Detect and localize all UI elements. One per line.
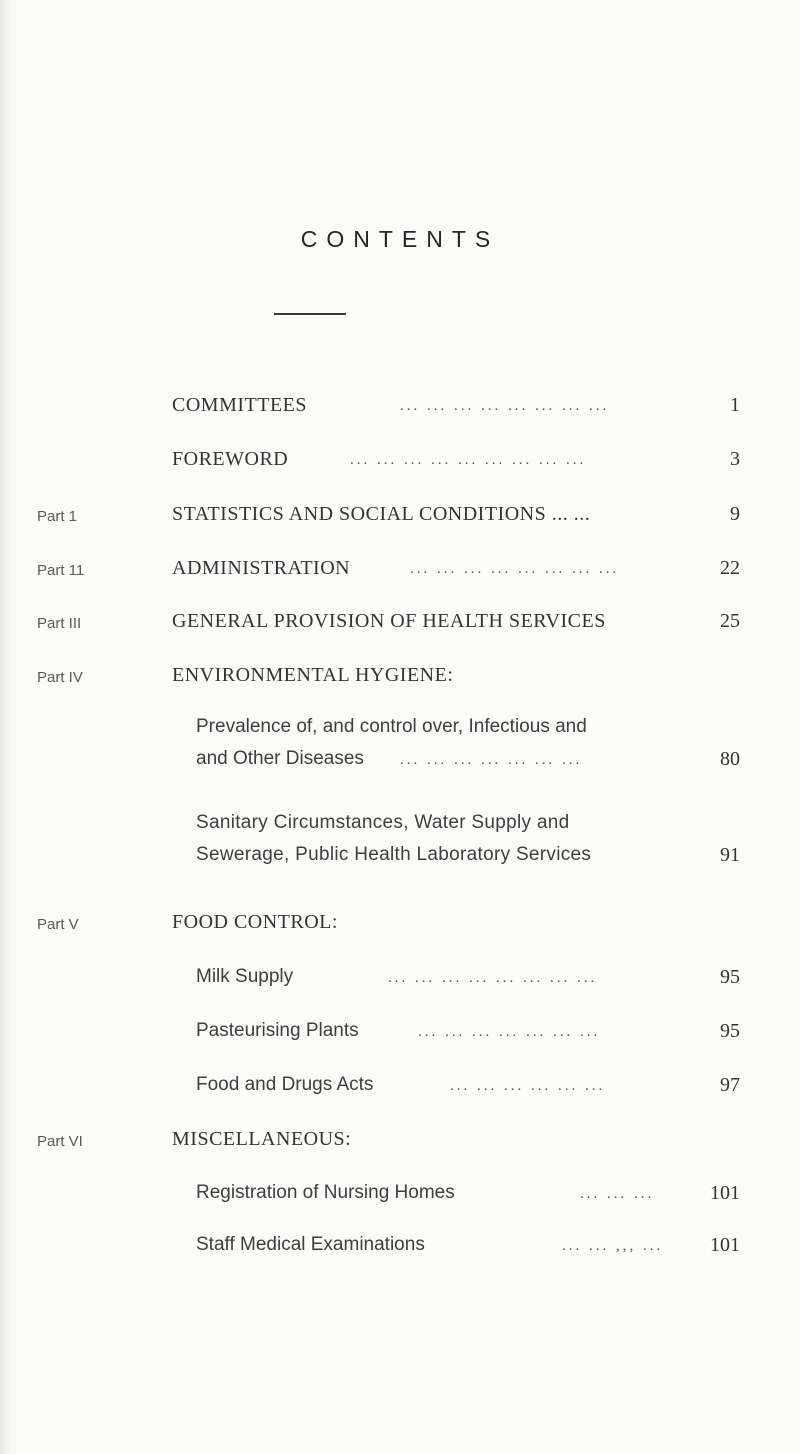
toc-leaders: ... ... ... bbox=[580, 1186, 655, 1202]
toc-heading: ENVIRONMENTAL HYGIENE: bbox=[172, 664, 454, 686]
toc-leaders: ... ... ... ... ... ... ... ... bbox=[410, 561, 620, 577]
toc-page-number: 9 bbox=[730, 503, 740, 525]
toc-leaders: ... ... ,,, ... bbox=[562, 1238, 664, 1254]
part-label: Part IV bbox=[37, 669, 83, 686]
toc-heading: FOOD CONTROL: bbox=[172, 911, 338, 933]
toc-page-number: 91 bbox=[720, 844, 740, 866]
toc-entry-committees bbox=[0, 394, 800, 424]
toc-heading: STATISTICS AND SOCIAL CONDITIONS ... ... bbox=[172, 503, 591, 525]
sub-entry-line: Sanitary Circumstances, Water Supply and bbox=[196, 812, 570, 833]
page-edge-shadow bbox=[0, 0, 14, 1454]
sub-entry-line: Prevalence of, and control over, Infectious and bbox=[196, 716, 587, 737]
toc-heading: GENERAL PROVISION OF HEALTH SERVICES bbox=[172, 610, 606, 632]
toc-leaders: ... ... ... ... ... ... ... ... bbox=[400, 398, 610, 414]
toc-page-number: 95 bbox=[720, 966, 740, 988]
toc-page-number: 101 bbox=[710, 1234, 740, 1256]
toc-heading: MISCELLANEOUS: bbox=[172, 1128, 352, 1150]
toc-entry-part-6 bbox=[0, 1128, 800, 1158]
part-label: Part 1 bbox=[37, 508, 78, 525]
part-label: Part III bbox=[37, 615, 82, 632]
toc-entry-part-3 bbox=[0, 610, 800, 640]
toc-entry-part-5 bbox=[0, 911, 800, 941]
sub-entry-label: Pasteurising Plants bbox=[196, 1020, 359, 1041]
toc-heading: COMMITTEES bbox=[172, 394, 307, 416]
toc-page-number: 97 bbox=[720, 1074, 740, 1096]
toc-leaders: ... ... ... ... ... ... bbox=[450, 1078, 606, 1094]
toc-entry-foreword bbox=[0, 448, 800, 478]
part-label: Part 11 bbox=[37, 562, 85, 579]
sub-entry-label: Milk Supply bbox=[196, 966, 294, 987]
toc-leaders: ... ... ... ... ... ... ... bbox=[400, 752, 583, 768]
sub-entry-label: Food and Drugs Acts bbox=[196, 1074, 374, 1095]
sub-entry-line: Sewerage, Public Health Laboratory Services bbox=[196, 844, 592, 865]
toc-page-number: 3 bbox=[730, 448, 740, 470]
part-label: Part V bbox=[37, 916, 79, 933]
toc-leaders: ... ... ... ... ... ... ... ... ... bbox=[350, 452, 587, 468]
toc-heading: FOREWORD bbox=[172, 448, 289, 470]
toc-heading: ADMINISTRATION bbox=[172, 557, 351, 579]
sub-entry-label: Staff Medical Examinations bbox=[196, 1234, 425, 1255]
sub-entry-line: and Other Diseases bbox=[196, 748, 364, 769]
title-rule bbox=[274, 313, 346, 315]
page-title: CONTENTS bbox=[300, 226, 500, 252]
sub-entry-label: Registration of Nursing Homes bbox=[196, 1182, 455, 1203]
toc-page-number: 22 bbox=[720, 557, 740, 579]
toc-entry-part-1 bbox=[0, 503, 800, 533]
part-label: Part VI bbox=[37, 1133, 83, 1150]
toc-leaders: ... ... ... ... ... ... ... bbox=[418, 1024, 601, 1040]
toc-leaders: ... ... ... ... ... ... ... ... bbox=[388, 970, 598, 986]
toc-entry-part-4 bbox=[0, 664, 800, 694]
toc-page-number: 1 bbox=[730, 394, 740, 416]
toc-page-number: 95 bbox=[720, 1020, 740, 1042]
toc-entry-part-2 bbox=[0, 557, 800, 587]
toc-page-number: 25 bbox=[720, 610, 740, 632]
toc-page-number: 101 bbox=[710, 1182, 740, 1204]
toc-page-number: 80 bbox=[720, 748, 740, 770]
